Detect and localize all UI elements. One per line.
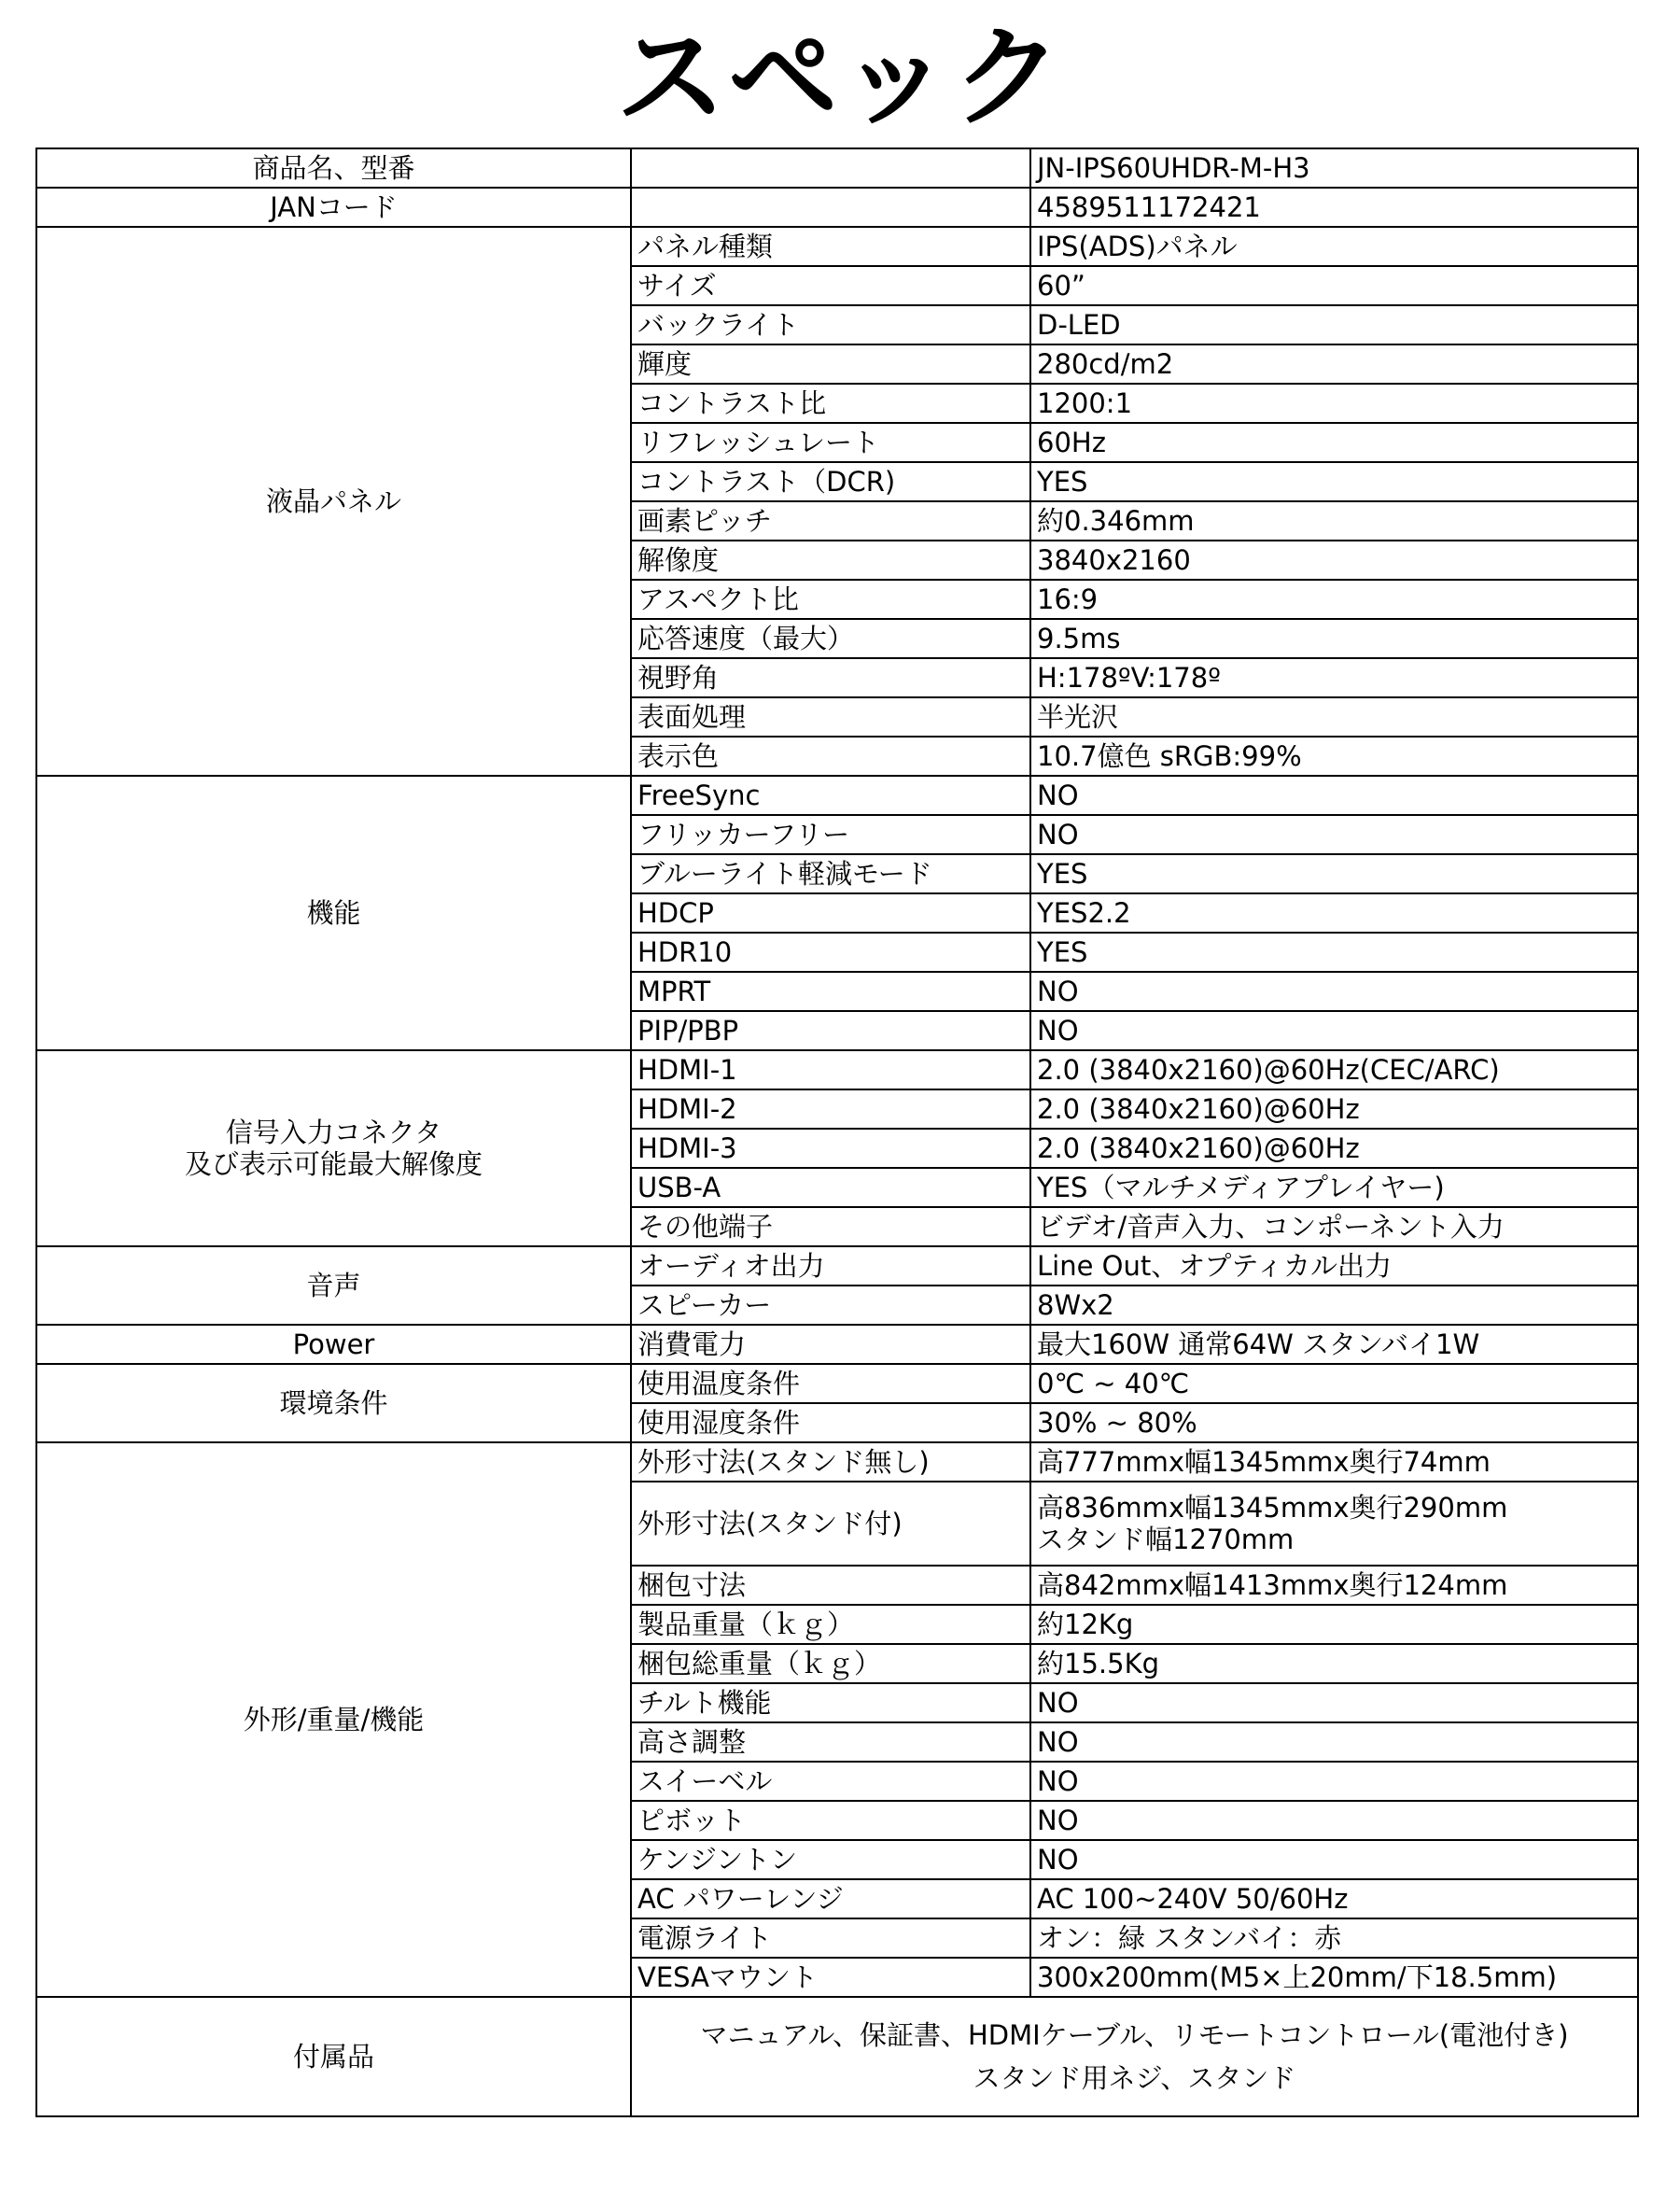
- spec-label: ピボット: [631, 1801, 1030, 1840]
- spec-value-line: D-LED: [1037, 309, 1121, 341]
- spec-label: 画素ピッチ: [631, 501, 1030, 541]
- spec-value: [1030, 1403, 1638, 1442]
- table-row: [36, 1246, 1638, 1286]
- spec-label: サイズ: [631, 266, 1030, 305]
- spec-label: パネル種類: [631, 227, 1030, 266]
- spec-label: スイーベル: [631, 1762, 1030, 1801]
- spec-value-line: YES: [1037, 466, 1088, 498]
- spec-label: 応答速度（最大）: [631, 619, 1030, 658]
- spec-value-line: 約12Kg: [1037, 1609, 1134, 1640]
- spec-label: コントラスト比: [631, 384, 1030, 423]
- spec-label: USB-A: [631, 1168, 1030, 1207]
- spec-label: 梱包寸法: [631, 1566, 1030, 1605]
- spec-value: [1030, 1482, 1638, 1566]
- page-title: スペック: [615, 13, 1064, 142]
- spec-value: [1030, 1840, 1638, 1879]
- table-row: [36, 1442, 1638, 1482]
- category-label: 信号入力コネクタ: [225, 1117, 442, 1148]
- category-label: 環境条件: [279, 1387, 388, 1419]
- spec-value: [1030, 1364, 1638, 1403]
- spec-value-line: Line Out、オプティカル出力: [1037, 1250, 1393, 1282]
- spec-value: [1030, 815, 1638, 854]
- table-row: [36, 776, 1638, 815]
- spec-value-line: NO: [1037, 1844, 1079, 1876]
- spec-value-line: 2.0 (3840x2160)@60Hz: [1037, 1132, 1360, 1164]
- spec-label: コントラスト（DCR): [631, 462, 1030, 501]
- spec-label: FreeSync: [631, 776, 1030, 815]
- spec-label: チルト機能: [631, 1683, 1030, 1722]
- category-label: 機能: [306, 897, 361, 929]
- category-label: 外形/重量/機能: [243, 1704, 425, 1735]
- spec-value-line: NO: [1037, 780, 1079, 811]
- spec-label: 使用温度条件: [631, 1364, 1030, 1403]
- category-cell: [36, 1442, 631, 1997]
- accessories-line: マニュアル、保証書、HDMIケーブル、リモートコントロール(電池付き): [700, 2019, 1569, 2051]
- spec-value-line: YES: [1037, 936, 1088, 968]
- spec-label: 使用湿度条件: [631, 1403, 1030, 1442]
- spec-label: HDMI-3: [631, 1129, 1030, 1168]
- spec-value: [1030, 658, 1638, 697]
- spec-value: [1030, 1566, 1638, 1605]
- category-label: 音声: [306, 1270, 361, 1301]
- spec-value-line: NO: [1037, 1805, 1079, 1836]
- spec-value: [1030, 344, 1638, 384]
- empty-cell: [631, 148, 1030, 188]
- spec-value: [1030, 1246, 1638, 1286]
- spec-label: ブルーライト軽減モード: [631, 854, 1030, 893]
- accessories-line: スタンド用ネジ、スタンド: [973, 2062, 1296, 2094]
- spec-value: [1030, 1089, 1638, 1129]
- spec-value: [1030, 266, 1638, 305]
- spec-label: オーディオ出力: [631, 1246, 1030, 1286]
- spec-value-line: 高836mmx幅1345mmx奥行290mm: [1037, 1492, 1508, 1524]
- spec-value: [1030, 1879, 1638, 1918]
- spec-label: 消費電力: [631, 1325, 1030, 1364]
- category-cell: [36, 1325, 631, 1364]
- spec-label: 視野角: [631, 658, 1030, 697]
- spec-value-line: NO: [1037, 1015, 1079, 1047]
- spec-label: ケンジントン: [631, 1840, 1030, 1879]
- spec-value: [1030, 1683, 1638, 1722]
- spec-value-line: YES2.2: [1037, 897, 1131, 929]
- spec-value: [1030, 1207, 1638, 1246]
- table-row: [36, 227, 1638, 266]
- spec-value: [1030, 1442, 1638, 1482]
- category-cell: [36, 1050, 631, 1246]
- spec-label: 輝度: [631, 344, 1030, 384]
- category-label: Power: [292, 1328, 375, 1360]
- spec-value: [1030, 1286, 1638, 1325]
- spec-value: [1030, 1762, 1638, 1801]
- spec-label: PIP/PBP: [631, 1011, 1030, 1050]
- spec-value-line: 高777mmx幅1345mmx奥行74mm: [1037, 1446, 1491, 1478]
- spec-value-line: 約0.346mm: [1037, 505, 1195, 537]
- spec-value-line: NO: [1037, 819, 1079, 850]
- spec-label: HDR10: [631, 933, 1030, 972]
- spec-value: [1030, 737, 1638, 776]
- spec-label: HDCP: [631, 893, 1030, 933]
- spec-label: 電源ライト: [631, 1918, 1030, 1958]
- spec-label: スピーカー: [631, 1286, 1030, 1325]
- spec-value-line: 高842mmx幅1413mmx奥行124mm: [1037, 1569, 1508, 1601]
- spec-label: HDMI-2: [631, 1089, 1030, 1129]
- spec-value-line: 60Hz: [1037, 427, 1106, 458]
- spec-label: HDMI-1: [631, 1050, 1030, 1089]
- spec-value-line: 2.0 (3840x2160)@60Hz: [1037, 1093, 1360, 1125]
- spec-label: 表面処理: [631, 697, 1030, 737]
- category-cell: [36, 1364, 631, 1442]
- category-cell: [36, 227, 631, 776]
- spec-value: [1030, 1918, 1638, 1958]
- spec-value: [1030, 1605, 1638, 1644]
- spec-value-line: 約15.5Kg: [1037, 1648, 1159, 1679]
- spec-value-line: 300x200mm(M5×上20mm/下18.5mm): [1037, 1961, 1558, 1993]
- spec-value-line: H:178ºV:178º: [1037, 662, 1221, 694]
- spec-value-line: YES: [1037, 858, 1088, 890]
- spec-value-line: NO: [1037, 1765, 1079, 1797]
- spec-value: [1030, 1801, 1638, 1840]
- table-row: [36, 188, 1638, 227]
- spec-value-line: AC 100~240V 50/60Hz: [1037, 1883, 1349, 1915]
- spec-value: [1030, 1722, 1638, 1762]
- spec-value: [1030, 854, 1638, 893]
- spec-value: [1030, 384, 1638, 423]
- spec-value-line: NO: [1037, 1726, 1079, 1758]
- spec-value-line: 16:9: [1037, 583, 1099, 615]
- spec-label: 表示色: [631, 737, 1030, 776]
- row-value: 4589511172421: [1030, 188, 1638, 227]
- spec-value-line: 0℃ ~ 40℃: [1037, 1368, 1190, 1399]
- spec-value-line: 60”: [1037, 270, 1085, 302]
- spec-value-line: 9.5ms: [1037, 623, 1121, 654]
- spec-value: [1030, 423, 1638, 462]
- spec-value: [1030, 933, 1638, 972]
- spec-value-line: IPS(ADS)パネル: [1037, 231, 1238, 262]
- spec-value: [1030, 619, 1638, 658]
- accessories-value: [631, 1997, 1638, 2116]
- spec-value: [1030, 227, 1638, 266]
- spec-value: [1030, 1325, 1638, 1364]
- table-row: [36, 1364, 1638, 1403]
- spec-label: VESAマウント: [631, 1958, 1030, 1997]
- empty-cell: [631, 188, 1030, 227]
- spec-value-line: 280cd/m2: [1037, 348, 1174, 380]
- accessories-label: 付属品: [36, 1997, 631, 2116]
- spec-value: [1030, 305, 1638, 344]
- spec-label: フリッカーフリー: [631, 815, 1030, 854]
- table-row: [36, 1997, 1638, 2116]
- category-cell: [36, 776, 631, 1050]
- spec-label: 解像度: [631, 541, 1030, 580]
- spec-table: [35, 148, 1639, 2117]
- spec-value: [1030, 541, 1638, 580]
- spec-value: [1030, 580, 1638, 619]
- category-cell: [36, 1246, 631, 1325]
- row-value: JN-IPS60UHDR-M-H3: [1030, 148, 1638, 188]
- spec-label: アスペクト比: [631, 580, 1030, 619]
- spec-label: その他端子: [631, 1207, 1030, 1246]
- spec-label: AC パワーレンジ: [631, 1879, 1030, 1918]
- spec-value-line: NO: [1037, 1687, 1079, 1719]
- spec-value: [1030, 1644, 1638, 1683]
- spec-label: バックライト: [631, 305, 1030, 344]
- row-label: 商品名、型番: [36, 148, 631, 188]
- category-label: 液晶パネル: [265, 485, 401, 517]
- row-label: JANコード: [36, 188, 631, 227]
- spec-value-line: 10.7億色 sRGB:99%: [1037, 740, 1302, 772]
- spec-label: 高さ調整: [631, 1722, 1030, 1762]
- spec-label: 外形寸法(スタンド付): [631, 1482, 1030, 1566]
- spec-value: [1030, 776, 1638, 815]
- spec-value-line: 半光沢: [1037, 701, 1119, 733]
- spec-value: [1030, 1958, 1638, 1997]
- spec-label: 梱包総重量（ｋｇ）: [631, 1644, 1030, 1683]
- spec-value-line: NO: [1037, 976, 1079, 1007]
- spec-value: [1030, 893, 1638, 933]
- spec-value: [1030, 972, 1638, 1011]
- spec-value-line: スタンド幅1270mm: [1037, 1524, 1295, 1555]
- spec-value-line: 8Wx2: [1037, 1289, 1114, 1321]
- spec-value-line: 30% ~ 80%: [1037, 1407, 1197, 1439]
- table-row: [36, 1325, 1638, 1364]
- spec-value-line: 3840x2160: [1037, 544, 1191, 576]
- spec-value-line: 2.0 (3840x2160)@60Hz(CEC/ARC): [1037, 1054, 1500, 1086]
- spec-value: [1030, 1011, 1638, 1050]
- spec-value: [1030, 1168, 1638, 1207]
- spec-label: 製品重量（ｋｇ）: [631, 1605, 1030, 1644]
- spec-value-line: ビデオ/音声入力、コンポーネント入力: [1037, 1211, 1505, 1243]
- spec-value: [1030, 1050, 1638, 1089]
- category-label: 及び表示可能最大解像度: [184, 1148, 483, 1180]
- spec-value-line: オン：緑 スタンバイ：赤: [1037, 1922, 1342, 1954]
- spec-label: 外形寸法(スタンド無し): [631, 1442, 1030, 1482]
- table-row: [36, 1050, 1638, 1089]
- spec-value: [1030, 697, 1638, 737]
- spec-value-line: YES（マルチメディアプレイヤー): [1037, 1172, 1445, 1203]
- spec-label: リフレッシュレート: [631, 423, 1030, 462]
- table-row: [36, 148, 1638, 188]
- spec-label: MPRT: [631, 972, 1030, 1011]
- spec-value: [1030, 501, 1638, 541]
- spec-value-line: 最大160W 通常64W スタンバイ1W: [1037, 1328, 1480, 1360]
- spec-value-line: 1200:1: [1037, 387, 1133, 419]
- spec-value: [1030, 1129, 1638, 1168]
- spec-value: [1030, 462, 1638, 501]
